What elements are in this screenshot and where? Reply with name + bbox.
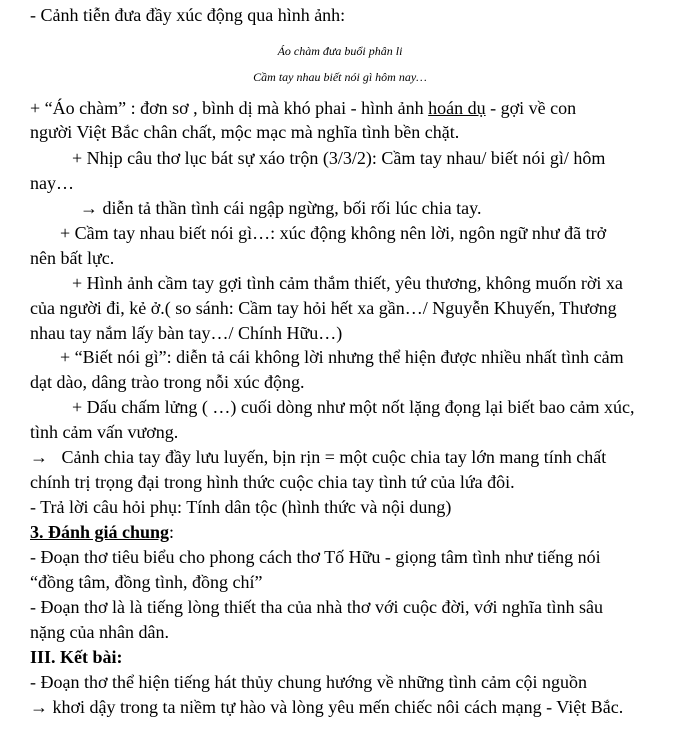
arrow-icon: →	[80, 198, 98, 218]
text: nên bất lực.	[30, 248, 115, 268]
text-line	[30, 371, 304, 393]
text: Áo chàm đưa buổi phân li	[277, 44, 403, 58]
text: - Đoạn thơ thể hiện tiếng hát thủy chung hướng về những tình cảm cội nguồn	[30, 672, 587, 692]
text: Cầm tay nhau biết nói gì hôm nay…	[253, 70, 427, 84]
text-line	[30, 471, 515, 493]
text: + Nhịp câu thơ lục bát sự xáo trộn (3/3/2): Cầm tay nhau/ biết nói gì/ hôm	[72, 148, 606, 168]
text-line	[60, 222, 606, 244]
text-line	[30, 596, 603, 618]
text: nay…	[30, 173, 74, 193]
text-line	[30, 421, 178, 443]
text-line	[30, 121, 459, 143]
text-line	[30, 172, 74, 194]
text-line	[30, 571, 262, 593]
text-line	[60, 346, 624, 368]
text-line	[30, 97, 576, 119]
heading-text: III. Kết bài:	[30, 647, 123, 667]
text: diễn tả thần tình cái ngập ngừng, bối rối lúc chia tay.	[102, 198, 482, 218]
text-line	[30, 297, 617, 319]
text: nhau tay nắm lấy bàn tay…/ Chính Hữu…)	[30, 323, 343, 343]
text: khơi dậy trong ta niềm tự hào và lòng yêu mến chiếc nôi cách mạng - Việt Bắc.	[52, 697, 624, 717]
text: :	[169, 522, 175, 542]
text: người Việt Bắc chân chất, mộc mạc mà nghĩa tình bền chặt.	[30, 122, 460, 142]
text: - gợi về con	[485, 98, 577, 118]
text-line	[30, 696, 623, 718]
section-heading	[30, 646, 123, 668]
text: “đồng tâm, đồng tình, đồng chí”	[30, 572, 263, 592]
text-line	[30, 621, 169, 643]
text-line	[30, 446, 606, 468]
text: - Trả lời câu hỏi phụ: Tính dân tộc (hình thức và nội dung)	[30, 497, 452, 517]
text: + Cầm tay nhau biết nói gì…: xúc động không nên lời, ngôn ngữ như đã trở	[60, 223, 607, 243]
text: + “Áo chàm” : đơn sơ , bình dị mà khó phai - hình ảnh	[30, 98, 429, 118]
poem-line	[0, 40, 680, 62]
text: tình cảm vấn vương.	[30, 422, 179, 442]
text-line	[30, 496, 451, 518]
text: dạt dào, dâng trào trong nỗi xúc động.	[30, 372, 305, 392]
arrow-icon: →	[30, 697, 48, 717]
underlined-term: hoán dụ	[428, 98, 486, 118]
text: của người đi, kẻ ở.( so sánh: Cầm tay hỏi hết xa gần…/ Nguyễn Khuyến, Thương	[30, 298, 617, 318]
poem-line	[0, 66, 680, 88]
text-line	[30, 546, 601, 568]
text-line	[80, 197, 481, 219]
text: - Đoạn thơ tiêu biểu cho phong cách thơ Tố Hữu - giọng tâm tình như tiếng nói	[30, 547, 601, 567]
text-line	[30, 247, 114, 269]
text-line	[72, 272, 623, 294]
heading-text: 3. Đánh giá chung	[30, 522, 170, 542]
text-line	[30, 322, 342, 344]
text-line	[30, 671, 587, 693]
text: + Hình ảnh cầm tay gợi tình cảm thắm thiết, yêu thương, không muốn rời xa	[72, 273, 623, 293]
text: chính trị trọng đại trong hình thức cuộc chia tay tình tứ của lứa đôi.	[30, 472, 515, 492]
section-heading	[30, 521, 174, 543]
text-line	[72, 147, 605, 169]
text: + Dấu chấm lửng ( …) cuối dòng như một nốt lặng đọng lại biết bao cảm xúc,	[72, 397, 635, 417]
text: - Cảnh tiễn đưa đầy xúc động qua hình ảnh:	[30, 5, 346, 25]
text: Cảnh chia tay đầy lưu luyến, bịn rịn = một cuộc chia tay lớn mang tính chất	[61, 447, 607, 467]
text: nặng của nhân dân.	[30, 622, 169, 642]
text-line	[30, 4, 345, 26]
text-line	[72, 396, 635, 418]
text: + “Biết nói gì”: diễn tả cái không lời nhưng thể hiện được nhiều nhất tình cảm	[60, 347, 624, 367]
arrow-icon: →	[30, 447, 48, 467]
text: - Đoạn thơ là là tiếng lòng thiết tha của nhà thơ với cuộc đời, với nghĩa tình sâu	[30, 597, 603, 617]
